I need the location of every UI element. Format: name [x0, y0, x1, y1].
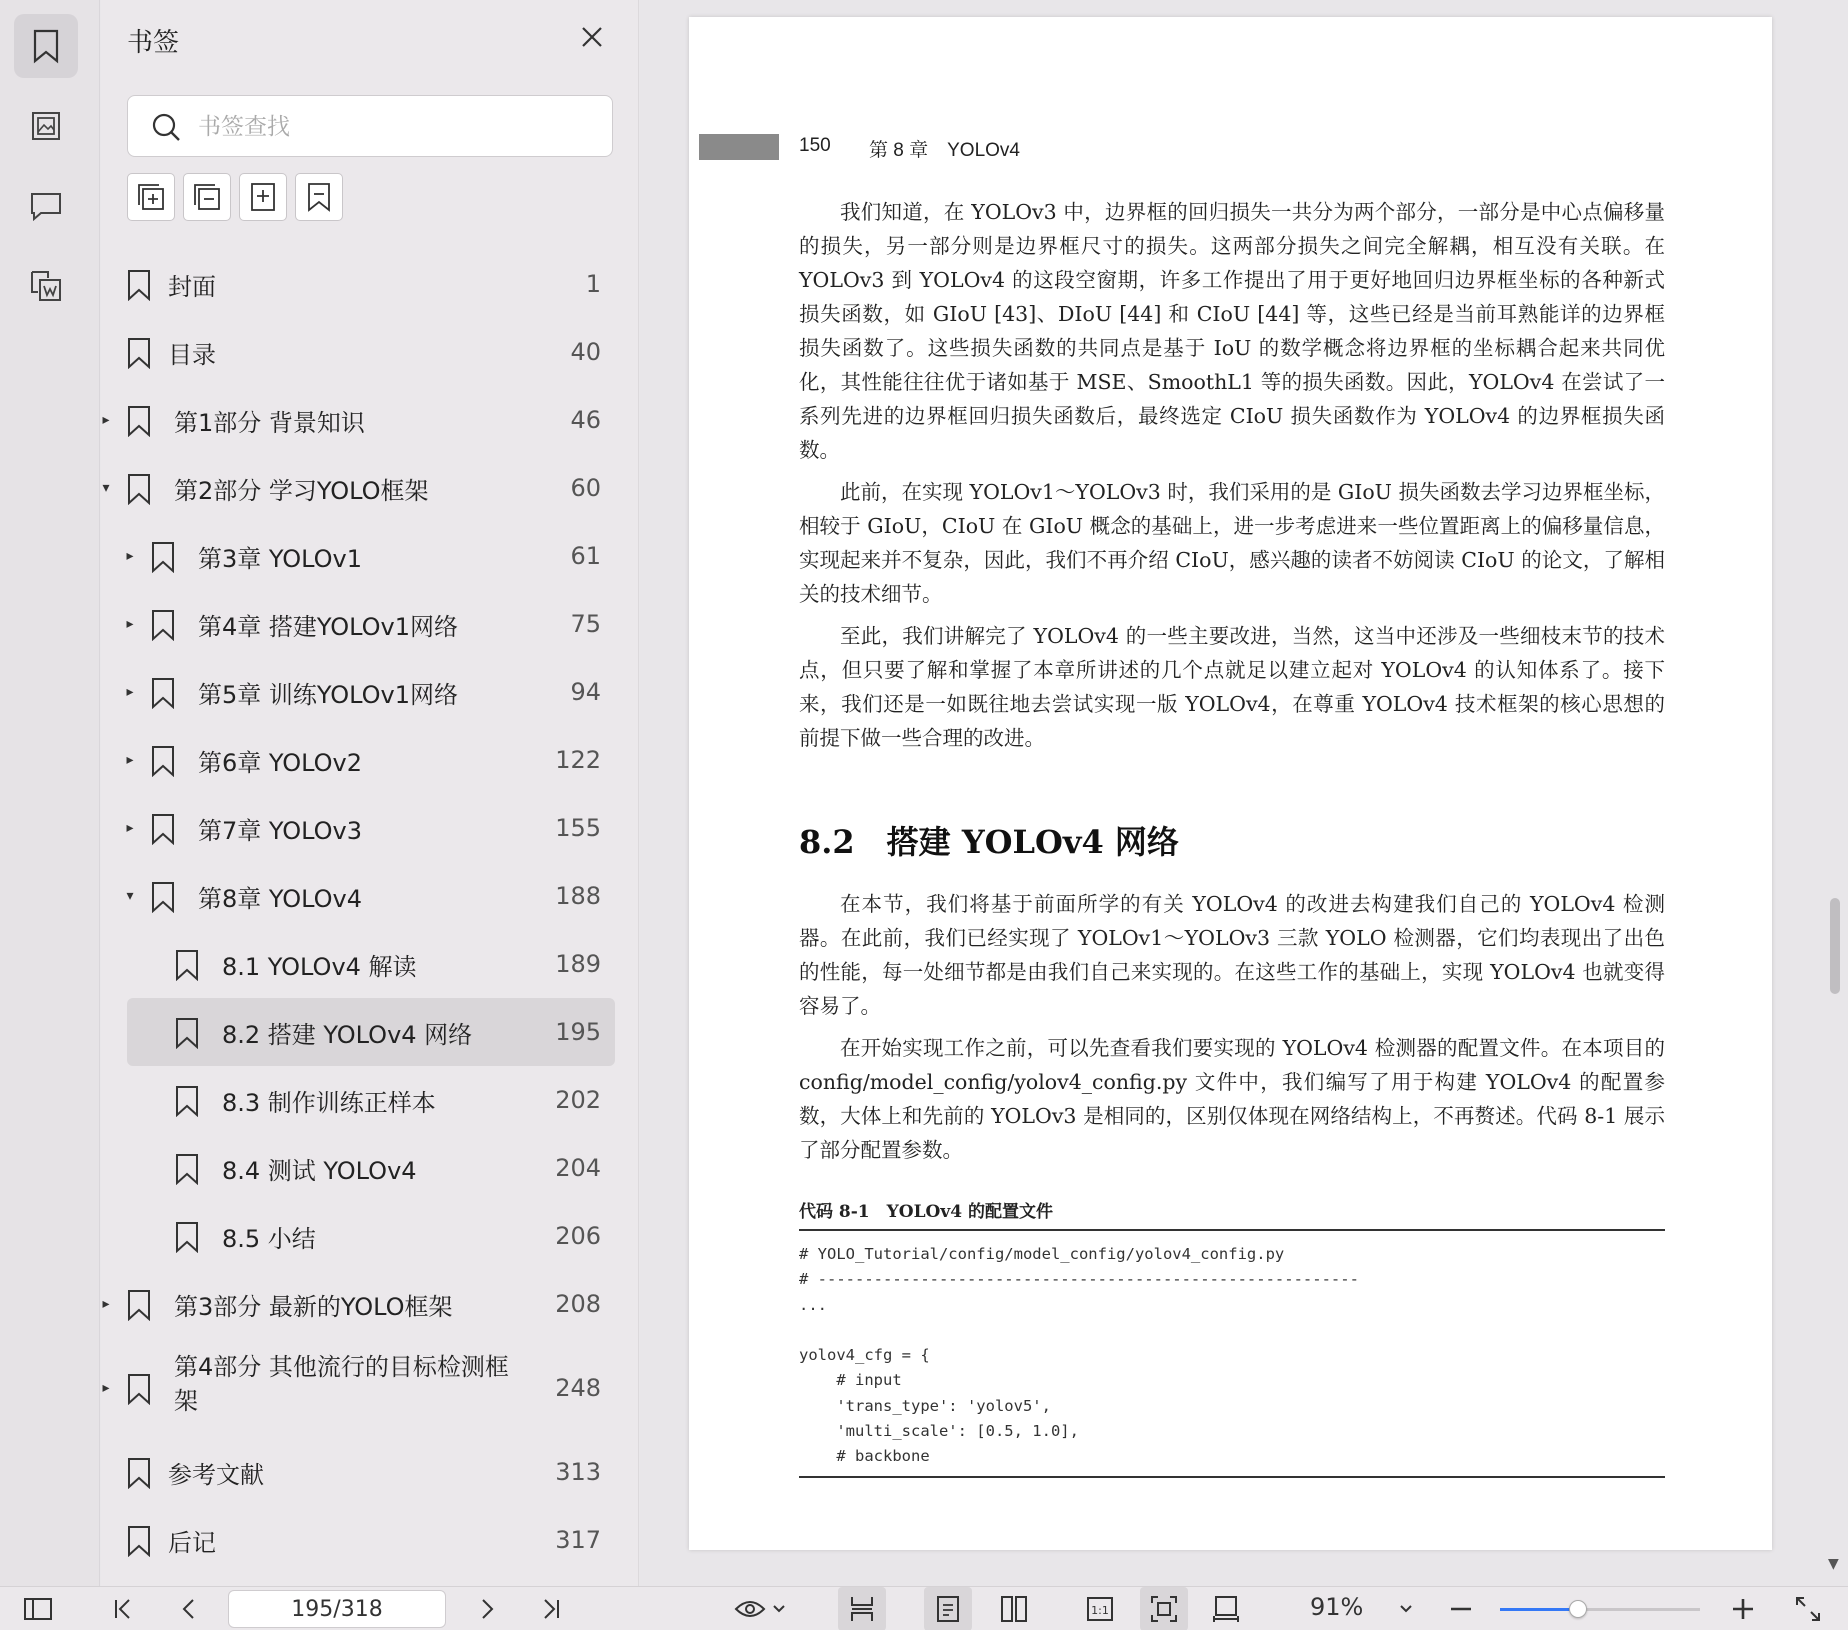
bookmark-item[interactable]	[101, 658, 639, 726]
expand-arrow-closed-icon[interactable]: ▸	[102, 1296, 110, 1312]
add-bookmark-button[interactable]	[239, 173, 287, 221]
bookmark-label: 8.2 搭建 YOLOv4 网络	[222, 1020, 473, 1049]
zoom-dropdown-button[interactable]	[1394, 1587, 1418, 1630]
bookmark-icon	[150, 813, 176, 845]
sidebar-title: 书签	[127, 28, 180, 58]
previous-page-button[interactable]	[174, 1587, 204, 1630]
bookmark-label: 第4部分 其他流行的目标检测框架	[174, 1353, 509, 1415]
bookmark-item[interactable]	[101, 1202, 639, 1270]
single-page-button[interactable]	[924, 1587, 972, 1630]
remove-bookmark-button[interactable]	[295, 173, 343, 221]
bookmark-page-number: 60	[570, 474, 601, 502]
bookmark-item[interactable]	[101, 930, 639, 998]
bookmark-label: 8.4 测试 YOLOv4	[222, 1156, 417, 1185]
bookmark-label: 第7章 YOLOv3	[198, 816, 363, 845]
last-page-icon	[539, 1597, 563, 1621]
two-page-button[interactable]	[996, 1587, 1032, 1630]
actual-size-icon	[1086, 1596, 1114, 1622]
search-icon	[150, 111, 182, 143]
thumbnails-panel-button[interactable]	[14, 94, 78, 158]
bookmark-item[interactable]	[101, 250, 639, 318]
view-mode-dropdown[interactable]	[730, 1587, 790, 1630]
bookmark-page-number: 204	[555, 1154, 601, 1182]
bookmark-icon	[150, 677, 176, 709]
chevron-down-icon	[772, 1604, 786, 1614]
bookmark-item[interactable]	[101, 1438, 639, 1506]
toggle-sidebar-button[interactable]	[20, 1587, 56, 1630]
bookmark-item[interactable]	[127, 998, 615, 1066]
expand-arrow-closed-icon[interactable]: ▸	[126, 684, 134, 700]
bookmark-label: 第8章 YOLOv4	[198, 884, 363, 913]
bookmark-label: 8.3 制作训练正样本	[222, 1088, 436, 1117]
bookmark-label: 8.5 小结	[222, 1224, 316, 1253]
bookmark-icon	[126, 269, 152, 301]
close-icon[interactable]	[577, 22, 607, 52]
bookmark-page-number: 206	[555, 1222, 601, 1250]
bookmark-icon	[150, 745, 176, 777]
continuous-scroll-button[interactable]	[838, 1587, 886, 1630]
bookmark-page-number: 155	[555, 814, 601, 842]
bookmark-icon	[126, 337, 152, 369]
bookmark-icon	[126, 1457, 152, 1489]
sidebar-toggle-icon	[23, 1597, 53, 1621]
bookmark-label: 参考文献	[168, 1460, 264, 1489]
bookmark-page-number: 122	[555, 746, 601, 774]
bookmark-page-number: 317	[555, 1526, 601, 1554]
last-page-button[interactable]	[536, 1587, 566, 1630]
next-page-button[interactable]	[472, 1587, 502, 1630]
bookmark-icon	[126, 473, 152, 505]
bookmark-item[interactable]	[101, 862, 639, 930]
bookmark-label: 第1部分 背景知识	[174, 408, 365, 437]
paragraph: 在开始实现工作之前，可以先查看我们要实现的 YOLOv4 检测器的配置文件。在本项目的 config/model_config/yolov4_config.py 文件中，我们编写了用于构建 YOLOv4 的配置参数，大体上和先前的 YOLOv3 是相同的，区别仅体现在网络结构上，不再赘述。代码 8-1 展示了部分配置参数。	[799, 1036, 1665, 1162]
page-number-input[interactable]	[228, 1590, 446, 1628]
add-bookmark-icon	[246, 180, 280, 214]
expand-arrow-closed-icon[interactable]: ▸	[126, 820, 134, 836]
actual-size-button[interactable]	[1082, 1587, 1118, 1630]
bookmark-label: 后记	[168, 1528, 216, 1557]
bookmark-item[interactable]	[101, 386, 639, 454]
bookmark-item[interactable]	[101, 1066, 639, 1134]
bookmark-page-number: 188	[555, 882, 601, 910]
zoom-in-button[interactable]	[1728, 1587, 1758, 1630]
fit-page-icon	[1150, 1595, 1178, 1623]
zoom-slider-handle[interactable]	[1569, 1600, 1587, 1618]
bookmark-icon	[126, 1373, 152, 1405]
bookmark-page-number: 202	[555, 1086, 601, 1114]
bookmark-icon	[31, 28, 61, 64]
single-page-icon	[936, 1595, 960, 1623]
bookmark-label: 第5章 训练YOLOv1网络	[198, 680, 459, 709]
bookmark-page-number: 46	[570, 406, 601, 434]
bookmark-icon	[174, 1085, 200, 1117]
comment-icon	[29, 191, 63, 221]
first-page-icon	[111, 1597, 135, 1621]
plus-icon	[1731, 1597, 1755, 1621]
collapse-all-icon	[190, 180, 224, 214]
expand-arrow-open-icon[interactable]: ▾	[102, 480, 110, 496]
bookmark-label: 第6章 YOLOv2	[198, 748, 363, 777]
bookmark-page-number: 248	[555, 1374, 601, 1402]
paragraph: 此前，在实现 YOLOv1～YOLOv3 时，我们采用的是 GIoU 损失函数去学习边界框坐标，相较于 GIoU，CIoU 在 GIoU 概念的基础上，进一步考虑进来一些位置距离上的偏移量信息，实现起来并不复杂，因此，我们不再介绍 CIoU，感兴趣的读者不妨阅读 CIoU 的论文，了解相关的技术细节。	[799, 480, 1665, 606]
code-listing: # YOLO_Tutorial/config/model_config/yolov4_config.py # ---------------------------------------------------------- ... yolov4_cfg = { # input 'trans_type': 'yolov5', 'multi_scale': [0.5, 1.0], # backbone	[799, 1245, 1359, 1466]
bookmark-label: 第2部分 学习YOLO框架	[174, 476, 429, 505]
bookmark-label: 第4章 搭建YOLOv1网络	[198, 612, 459, 641]
zoom-out-button[interactable]	[1446, 1587, 1476, 1630]
scroll-down-arrow[interactable]: ▼	[1828, 1556, 1839, 1572]
pdf-page	[689, 17, 1772, 1550]
zoom-slider-fill	[1500, 1608, 1578, 1611]
bookmark-page-number: 61	[570, 542, 601, 570]
chevron-left-icon	[179, 1597, 199, 1621]
bookmark-icon	[174, 1153, 200, 1185]
bookmark-page-number: 208	[555, 1290, 601, 1318]
bookmark-item[interactable]	[101, 726, 639, 794]
document-view	[640, 0, 1848, 1586]
bottom-toolbar	[0, 1586, 1848, 1630]
bookmark-item[interactable]	[101, 1506, 639, 1574]
section-title: 8.2 搭建 YOLOv4 网络	[799, 823, 1179, 861]
extract-panel-button[interactable]	[14, 254, 78, 318]
bookmark-page-number: 94	[570, 678, 601, 706]
collapse-all-button[interactable]	[183, 173, 231, 221]
bookmark-icon	[174, 949, 200, 981]
bookmark-icon	[174, 1017, 200, 1049]
bookmark-icon	[150, 541, 176, 573]
bookmark-icon	[150, 881, 176, 913]
bookmark-item[interactable]	[101, 454, 639, 522]
paragraph: 我们知道，在 YOLOv3 中，边界框的回归损失一共分为两个部分，一部分是中心点偏移量的损失，另一部分则是边界框尺寸的损失。这两部分损失之间完全解耦，相互没有关联。在 YOLOv3 到 YOLOv4 的这段空窗期，许多工作提出了用于更好地回归边界框坐标的各种新式损失函数，如 GIoU [43]、DIoU [44] 和 CIoU [44] 等，这些已经是当前耳熟能详的边界框损失函数了。这些损失函数的共同点是基于 IoU 的数学概念将边界框的坐标耦合起来共同优化，其性能往往优于诸如基于 MSE、SmoothL1 等的损失函数。因此，YOLOv4 在尝试了一系列先进的边界框回归损失函数后，最终选定 CIoU 损失函数作为 YOLOv4 的边界框损失函数。	[799, 200, 1665, 462]
comments-panel-button[interactable]	[14, 174, 78, 238]
bookmark-tree	[101, 250, 639, 1574]
expand-arrow-closed-icon[interactable]: ▸	[126, 616, 134, 632]
left-icon-rail	[0, 0, 100, 1586]
bookmark-item[interactable]	[101, 794, 639, 862]
fullscreen-icon	[1794, 1595, 1822, 1623]
chevron-right-icon	[477, 1597, 497, 1621]
bookmark-item[interactable]	[101, 522, 639, 590]
vertical-scrollbar-thumb[interactable]	[1830, 898, 1840, 994]
bookmark-search-box	[127, 95, 613, 157]
expand-arrow-open-icon[interactable]: ▾	[126, 888, 134, 904]
bookmark-label: 第3章 YOLOv1	[198, 544, 363, 573]
expand-arrow-closed-icon[interactable]: ▸	[102, 1380, 110, 1396]
chapter-header: 第 8 章 YOLOv4	[869, 140, 1020, 161]
bookmark-page-number: 1	[585, 270, 601, 298]
remove-bookmark-icon	[302, 180, 336, 214]
body-text-top	[799, 195, 1665, 763]
bookmark-item[interactable]	[101, 1270, 639, 1338]
bookmark-page-number: 75	[570, 610, 601, 638]
expand-arrow-closed-icon[interactable]: ▸	[126, 752, 134, 768]
bookmark-label: 封面	[168, 272, 216, 301]
bookmark-label: 第3部分 最新的YOLO框架	[174, 1292, 453, 1321]
expand-arrow-closed-icon[interactable]: ▸	[126, 548, 134, 564]
bookmark-search-input[interactable]	[198, 108, 598, 146]
bookmarks-panel-button[interactable]	[14, 14, 78, 78]
bookmark-page-number: 189	[555, 950, 601, 978]
bookmark-item[interactable]	[101, 1134, 639, 1202]
two-page-icon	[1000, 1595, 1028, 1623]
bookmark-item[interactable]	[101, 1338, 639, 1438]
bookmark-icon	[126, 1525, 152, 1557]
chevron-down-icon	[1399, 1604, 1413, 1614]
bookmark-tools	[127, 173, 343, 221]
page-number-header: 150	[799, 135, 831, 156]
zoom-level[interactable]: 91%	[1310, 1593, 1364, 1621]
bookmark-icon	[174, 1221, 200, 1253]
expand-all-button[interactable]	[127, 173, 175, 221]
bookmark-page-number: 195	[555, 1018, 601, 1046]
bookmark-icon	[126, 405, 152, 437]
continuous-scroll-icon	[849, 1595, 875, 1623]
image-thumbnail-icon	[30, 110, 62, 142]
header-decoration-bar	[699, 134, 779, 160]
bookmark-icon	[126, 1289, 152, 1321]
expand-arrow-closed-icon[interactable]: ▸	[102, 412, 110, 428]
bookmark-page-number: 40	[570, 338, 601, 366]
expand-all-icon	[134, 180, 168, 214]
bookmark-label: 8.1 YOLOv4 解读	[222, 952, 417, 981]
page-extract-icon	[28, 268, 64, 304]
svg-text:1:1: 1:1	[1091, 1604, 1109, 1617]
code-bottom-rule	[799, 1476, 1665, 1478]
bookmark-item[interactable]	[101, 590, 639, 658]
fullscreen-button[interactable]	[1790, 1587, 1826, 1630]
bookmarks-sidebar	[101, 0, 639, 1586]
code-caption: 代码 8-1 YOLOv4 的配置文件	[799, 1202, 1053, 1222]
paragraph: 至此，我们讲解完了 YOLOv4 的一些主要改进，当然，这当中还涉及一些细枝末节的技术点，但只要了解和掌握了本章所讲述的几个点就足以建立起对 YOLOv4 的认知体系了。接下来，我们还是一如既往地去尝试实现一版 YOLOv4，在尊重 YOLOv4 技术框架的核心思想的前提下做一些合理的改进。	[799, 624, 1665, 750]
code-top-rule	[799, 1229, 1665, 1231]
minus-icon	[1449, 1597, 1473, 1621]
body-text-bottom	[799, 887, 1665, 1175]
paragraph: 在本节，我们将基于前面所学的有关 YOLOv4 的改进去构建我们自己的 YOLOv4 检测器。在此前，我们已经实现了 YOLOv1～YOLOv3 三款 YOLO 检测器，它们均表现出了出色的性能，每一处细节都是由我们自己来实现的。在这些工作的基础上，实现 YOLOv4 也就变得容易了。	[799, 892, 1665, 1018]
bookmark-label: 目录	[168, 340, 216, 369]
fit-page-button[interactable]	[1140, 1587, 1188, 1630]
first-page-button[interactable]	[108, 1587, 138, 1630]
fit-width-icon	[1212, 1595, 1240, 1623]
bookmark-item[interactable]	[101, 318, 639, 386]
bookmark-icon	[150, 609, 176, 641]
eye-icon	[734, 1598, 766, 1620]
bookmark-page-number: 313	[555, 1458, 601, 1486]
fit-width-button[interactable]	[1208, 1587, 1244, 1630]
